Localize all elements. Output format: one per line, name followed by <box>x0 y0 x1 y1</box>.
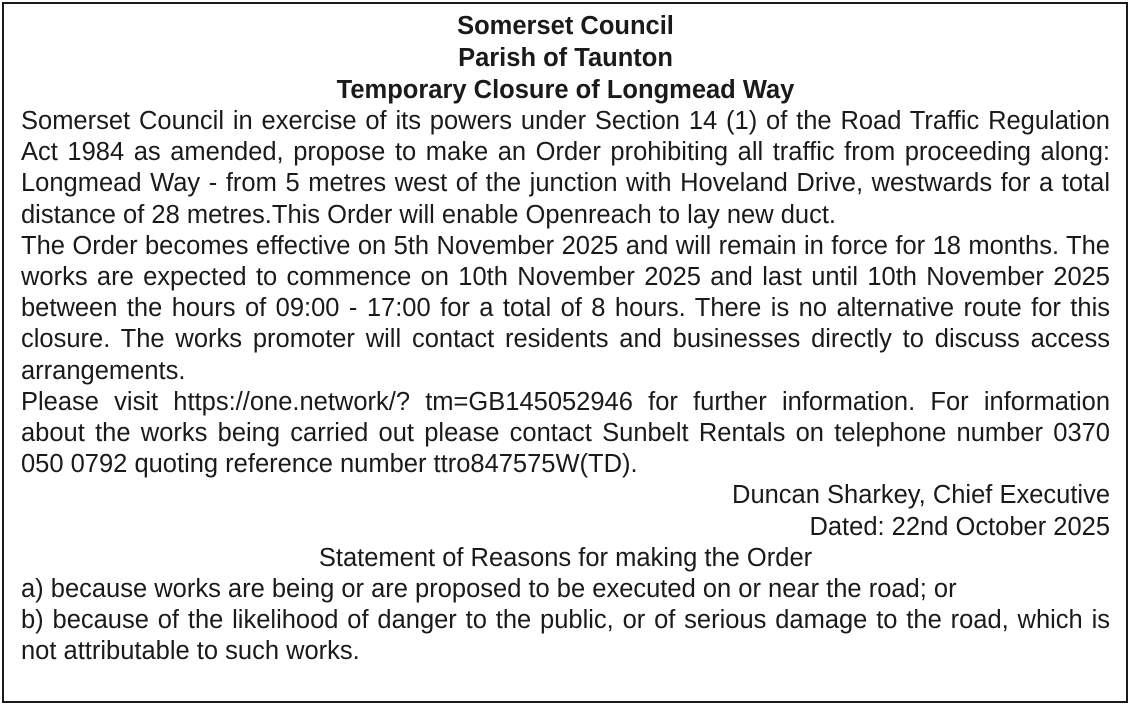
order-paragraph: Somerset Council in exercise of its powers under Section 14 (1) of the Road Traffic Regulation Act 1984 as amended, propose to make an Order prohibiting all traffic from proceeding along: Longmead Way - from 5 metres west of the junction with Hoveland Drive, westwards for a total distance of 28 metres.This Order will enable Openreach to lay new duct. <box>21 107 1110 229</box>
contact-paragraph: Please visit https://one.network/? tm=GB145052946 for further information. For information about the works being carried out please contact Sunbelt Rentals on telephone number 0370 050 0792 quoting reference number ttro847575W(TD). <box>21 387 1110 479</box>
parish-heading: Parish of Taunton <box>458 44 673 72</box>
public-notice <box>2 2 1128 703</box>
signatory: Duncan Sharkey, Chief Executive <box>732 481 1110 510</box>
reason-b: b) because of the likelihood of danger to the public, or of serious damage to the road, which is not attributable to such works. <box>21 606 1110 666</box>
effective-dates-paragraph: The Order becomes effective on 5th November 2025 and will remain in force for 18 months. The works are expected to commence on 10th November 2025 and last until 10th November 2025 between the hours of 09:00 - 17:00 for a total of 8 hours. There is no alternative route for this closure. The works promoter will contact residents and businesses directly to discuss access arrangements. <box>21 231 1110 385</box>
dated-line: Dated: 22nd October 2025 <box>809 512 1110 541</box>
notice-title: Temporary Closure of Longmead Way <box>336 76 795 104</box>
reason-a: a) because works are being or are proposed to be executed on or near the road; or <box>21 575 957 604</box>
council-heading: Somerset Council <box>457 12 674 40</box>
reasons-heading: Statement of Reasons for making the Order <box>318 543 813 572</box>
